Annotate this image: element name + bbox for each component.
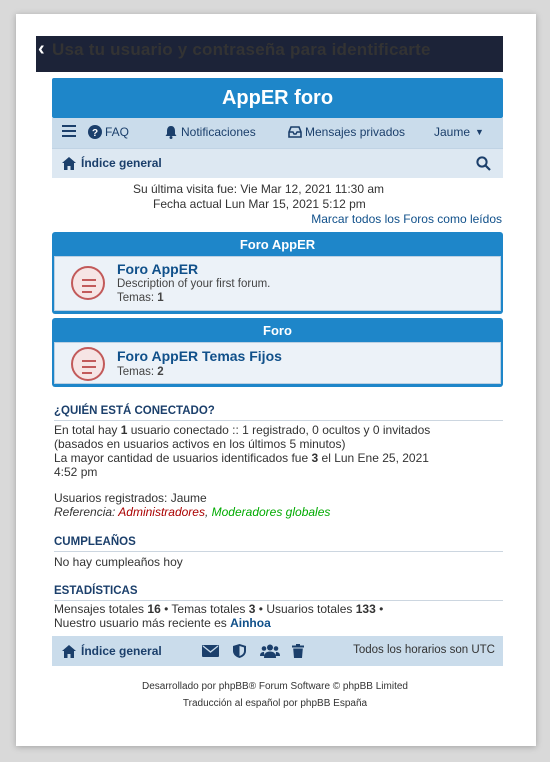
login-notice-text: Usa tu usuario y contraseña para identificarte (52, 40, 431, 59)
forum-read-icon (71, 266, 105, 300)
moderators-link[interactable]: Moderadores globales (211, 505, 331, 519)
category-header[interactable]: Foro (263, 322, 292, 338)
newest-user: Nuestro usuario más reciente es Ainhoa (54, 616, 271, 630)
navbar (52, 118, 503, 148)
shield-icon[interactable] (233, 644, 246, 658)
topics-value: 2 (157, 366, 164, 378)
last-visit-text: Su última visita fue: Vie Mar 12, 2021 11:30 am (133, 182, 385, 196)
divider (54, 551, 503, 552)
online-record-time: 4:52 pm (54, 465, 98, 479)
divider (54, 600, 503, 601)
footer-index-label: Índice general (81, 644, 162, 658)
private-messages-link[interactable] (288, 125, 405, 139)
footer-navbar (52, 636, 503, 666)
forum-description: Description of your first forum. (117, 278, 271, 290)
translation-credit[interactable]: Traducción al español por phpBB España (182, 698, 368, 709)
divider (54, 420, 503, 421)
registered-users: Usuarios registrados: Jaume (54, 491, 207, 505)
forum-title-link[interactable]: Foro AppER Temas Fijos (117, 348, 282, 364)
search-icon[interactable] (476, 156, 491, 171)
topics-value: 1 (157, 292, 164, 304)
statistics-totals: Mensajes totales 16 • Temas totales 3 • Usuarios totales 133 • (54, 602, 384, 616)
inbox-icon (288, 126, 302, 138)
forum-topics-count (117, 292, 164, 304)
private-messages-label: Mensajes privados (305, 125, 406, 139)
category-block (52, 232, 503, 314)
question-circle-icon (88, 125, 102, 139)
menu-button[interactable] (62, 125, 76, 137)
notifications-label: Notificaciones (181, 125, 256, 139)
powered-by-credit[interactable]: Desarrollado por phpBB® Forum Software © phpBB Limited (142, 681, 408, 692)
faq-link[interactable] (88, 125, 129, 139)
hamburger-menu-icon (62, 125, 76, 137)
forum-title-link[interactable]: Foro AppER (117, 261, 199, 277)
mark-forums-read-link[interactable]: Marcar todos los Foros como leídos (311, 212, 502, 226)
newest-user-link[interactable]: Ainhoa (230, 616, 271, 630)
topics-label: Temas: (117, 292, 155, 304)
online-summary: En total hay 1 usuario conectado :: 1 registrado, 0 ocultos y 0 invitados (54, 423, 431, 437)
notifications-link[interactable] (164, 125, 256, 139)
back-arrow-icon[interactable]: ‹ (38, 38, 45, 60)
user-menu[interactable] (434, 125, 484, 139)
footer-index-link[interactable] (62, 644, 162, 658)
timezone-text: Todos los horarios son UTC (353, 644, 495, 656)
faq-label: FAQ (105, 125, 130, 139)
group-legend: Referencia: Administradores, Moderadores globales (54, 505, 331, 519)
breadcrumb-index-label: Índice general (81, 156, 162, 170)
online-basis: (basados en usuarios activos en los últimos 5 minutos) (54, 437, 346, 451)
users-icon[interactable] (260, 644, 280, 658)
forum-row[interactable] (54, 342, 501, 384)
breadcrumb-index-link[interactable] (62, 156, 162, 170)
caret-down-icon: ▼ (475, 127, 484, 137)
svg-text:?: ? (91, 128, 99, 139)
home-icon (62, 645, 76, 658)
breadcrumb (52, 148, 503, 178)
birthdays-title: CUMPLEAÑOS (54, 536, 136, 548)
forum-read-icon (71, 347, 105, 381)
home-icon (62, 157, 76, 170)
forum-row[interactable] (54, 256, 501, 311)
current-date-text: Fecha actual Lun Mar 15, 2021 5:12 pm (153, 197, 366, 211)
username-label: Jaume (434, 125, 471, 139)
statistics-title: ESTADÍSTICAS (54, 585, 138, 597)
topics-label: Temas: (117, 366, 155, 378)
site-title[interactable]: AppER foro (221, 86, 334, 109)
trash-icon[interactable] (292, 644, 304, 658)
forum-topics-count (117, 366, 164, 378)
birthdays-text: No hay cumpleaños hoy (54, 555, 183, 569)
admins-link[interactable]: Administradores (118, 505, 205, 519)
category-block (52, 318, 503, 387)
bell-icon (164, 125, 178, 139)
category-header[interactable]: Foro AppER (239, 236, 316, 252)
online-record: La mayor cantidad de usuarios identificados fue 3 el Lun Ene 25, 2021 (54, 451, 429, 465)
site-header (52, 78, 503, 118)
who-is-online-title[interactable]: ¿QUIÉN ESTÁ CONECTADO? (54, 405, 215, 417)
envelope-icon[interactable] (202, 645, 219, 657)
login-notice-bar[interactable] (36, 36, 503, 72)
